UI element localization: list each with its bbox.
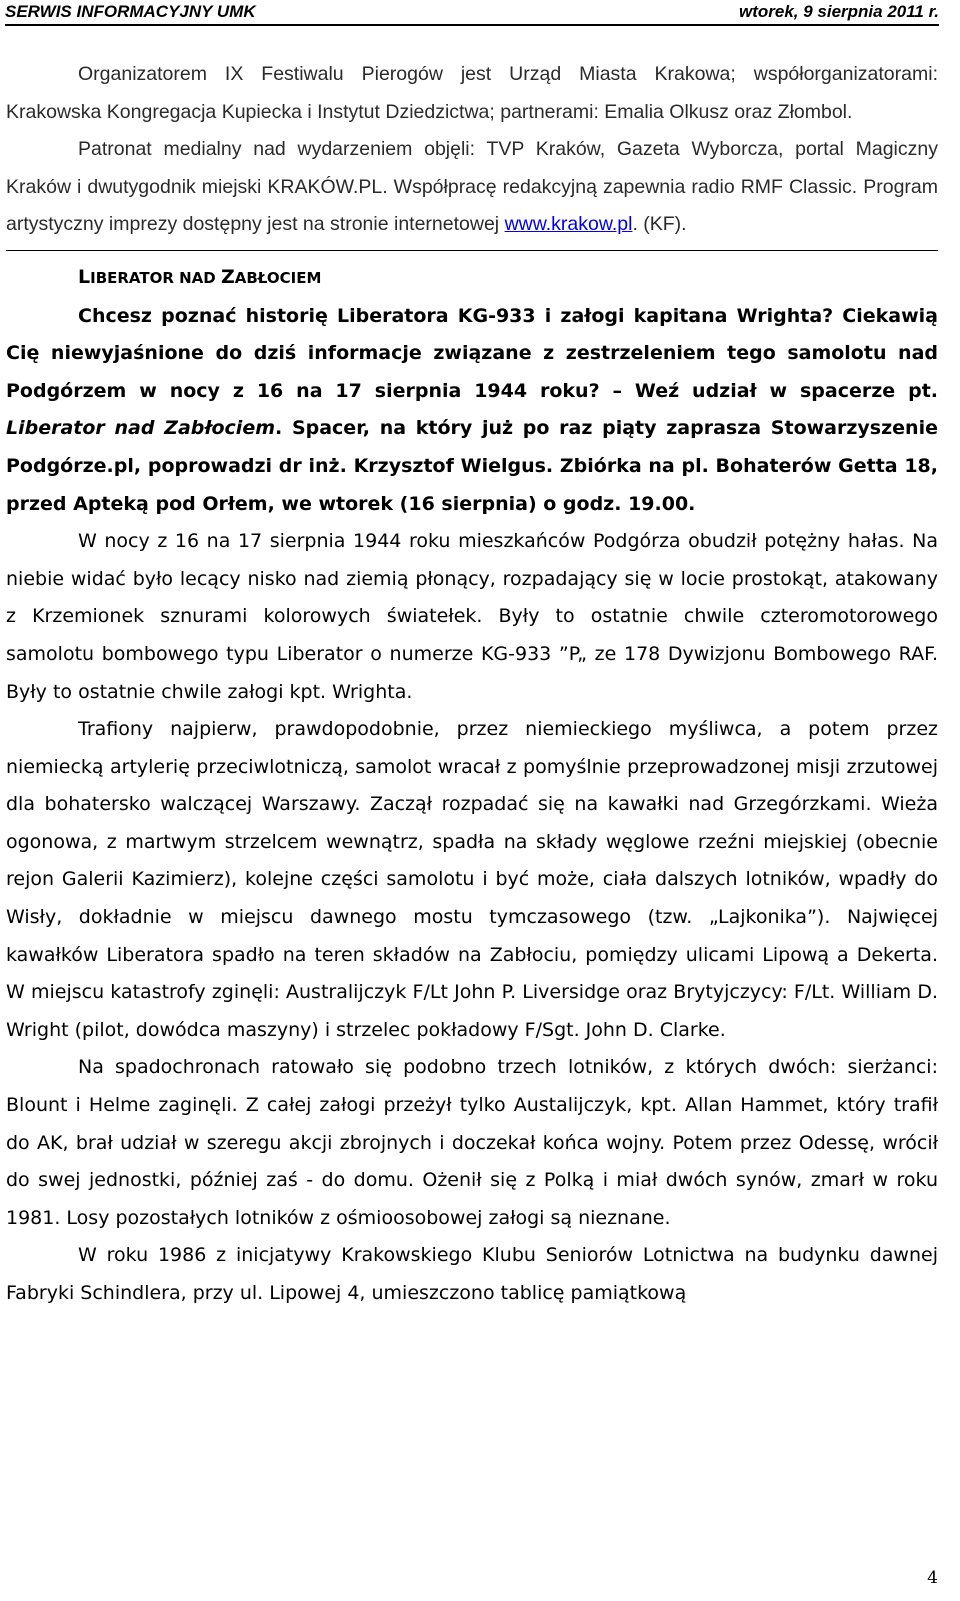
patronage-suffix: . (KF).: [632, 213, 687, 236]
page-number: 4: [927, 1568, 938, 1588]
intro-paragraph-organizers: Organizatorem IX Festiwalu Pierogów jest Urząd Miasta Krakowa; współorganizatorami: Krakowska Kongregacja Kupiecka i Instytut Dziedzictwa; partnerami: Emalia Olkusz oraz Złombol.: [6, 63, 938, 123]
heading-part: ABŁOCIEM: [234, 268, 322, 287]
body-paragraph-3: Na spadochronach ratowało się podobno trzech lotników, z których dwóch: sierżanci: Blount i Helme zaginęli. Z całej załogi przeżył tylko Austalijczyk, kpt. Allan Hammet, który trafił do AK, brał udział w szeregu akcji zbrojnych i doczekał końca wojny. Potem przez Odessę, wrócił do swej jednostki, później zaś - do domu. Ożenił się z Polką i miał dwóch synów, zmarł w roku 1981. Losy pozostałych lotników z ośmioosobowej załogi są nieznane.: [6, 1056, 938, 1229]
heading-part: L: [78, 265, 91, 288]
body-paragraph-2: Trafiony najpierw, prawdopodobnie, przez niemieckiego myśliwca, a potem przez niemiecką artylerię przeciwlotniczą, samolot wracał z pomyślnie przeprowadzonej misji zrzutowej dla bohatersko walczącej Warszawy. Zaczął rozpadać się na kawałki nad Grzegórzkami. Wieża ogonowa, z martwym strzelcem wewnątrz, spadła na składy węglowe rzeźni miejskiej (obecnie rejon Galerii Kazimierz), kolejne części samolotu i być może, ciała dalszych lotników, wpadły do Wisły, dokładnie w miejscu dawnego mostu tymczasowego (tzw. „Lajkonika”). Najwięcej kawałków Liberatora spadło na teren składów na Zabłociu, pomiędzy ulicami Lipową a Dekerta. W miejscu katastrofy zginęli: Australijczyk F/Lt John P. Liversidge oraz Brytyjczycy: F/Lt. William D. Wright (pilot, dowódca maszyny) i strzelec pokładowy F/Sgt. John D. Clarke.: [6, 718, 938, 1041]
header-publication: SERWIS INFORMACYJNY UMK: [5, 2, 256, 21]
header-date: wtorek, 9 sierpnia 2011 r.: [738, 2, 939, 21]
lead-text-2: . Spacer, na który już po raz piąty zaprasza Stowarzyszenie Podgórze.pl, poprowadzi dr inż. Krzysztof Wielgus. Zbiórka na pl. Bohaterów Getta 18, przed Apteką pod Orłem, we wtorek (16 sierpnia) o godz. 19.00.: [6, 417, 938, 515]
body-paragraph-4: W roku 1986 z inicjatywy Krakowskiego Klubu Seniorów Lotnictwa na budynku dawnej Fabryki Schindlera, przy ul. Lipowej 4, umieszczono tablicę pamiątkową: [6, 1244, 938, 1304]
lead-paragraph: [6, 298, 938, 524]
krakow-website-link[interactable]: www.krakow.pl: [504, 213, 633, 236]
section-divider: [6, 250, 938, 251]
section-heading: [6, 259, 938, 298]
lead-text-1: Chcesz poznać historię Liberatora KG-933 i załogi kapitana Wrighta? Ciekawią Cię niewyjaśnione do dziś informacje związane z zestrzeleniem tego samolotu nad Podgórzem w nocy z 16 na 17 sierpnia 1944 roku? – Weź udział w spacerze pt.: [6, 304, 938, 402]
patronage-text: Patronat medialny nad wydarzeniem objęli: TVP Kraków, Gazeta Wyborcza, portal Magiczny Kraków i dwutygodnik miejski KRAKÓW.PL. Współpracę redakcyjną zapewnia radio RMF Classic. Program artystyczny imprezy dostępny jest na stronie internetowej: [6, 138, 938, 236]
heading-part: NAD: [179, 268, 221, 287]
heading-part: Z: [220, 265, 235, 288]
walk-title: Liberator nad Zabłociem: [6, 417, 276, 440]
page-header: [5, 0, 939, 26]
body-paragraph-1: W nocy z 16 na 17 sierpnia 1944 roku mieszkańców Podgórza obudził potężny hałas. Na niebie widać było lecący nisko nad ziemią płonący, rozpadający się w locie prostokąt, atakowany z Krzemionek sznurami kolorowych światełek. Były to ostatnie chwile czteromotorowego samolotu bombowego typu Liberator o numerze KG-933 ”P„ ze 178 Dywizjonu Bombowego RAF. Były to ostatnie chwile załogi kpt. Wrighta.: [6, 530, 938, 703]
heading-part: IBERATOR: [90, 268, 180, 287]
intro-paragraph-patronage: [6, 131, 938, 244]
article-body: [6, 56, 938, 1313]
